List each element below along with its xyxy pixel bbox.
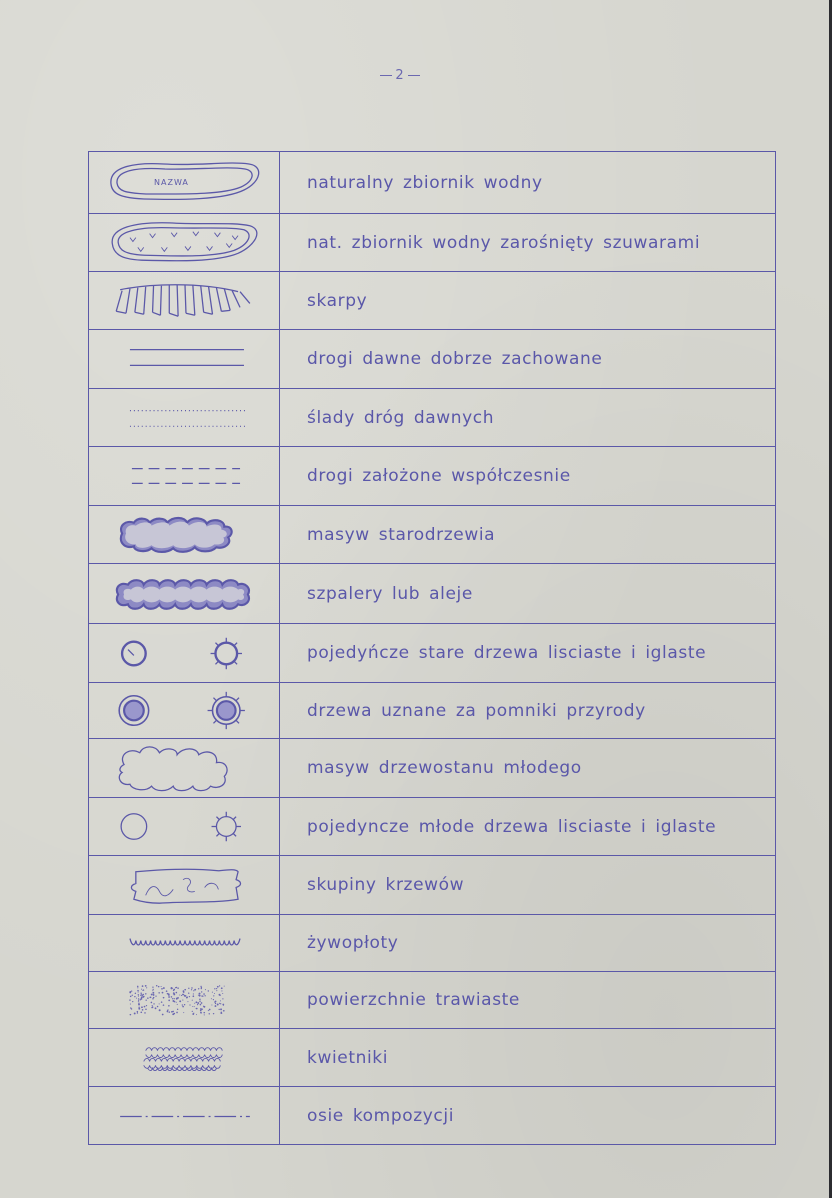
grass-dot [199, 1001, 200, 1002]
grass-dot [168, 1000, 170, 1002]
grass-dot [145, 1000, 146, 1001]
grass-dot [201, 1008, 203, 1010]
grass-dot [201, 1002, 203, 1004]
grass-dot [222, 993, 223, 994]
grass-dot [162, 992, 164, 994]
grass-dot [142, 994, 144, 996]
table-row [89, 971, 775, 1028]
grass-dot [138, 998, 139, 999]
legend-label: drzewa uznane za pomniki przyrody [307, 700, 646, 721]
grass-dot [214, 1001, 215, 1002]
grass-dot [145, 1008, 147, 1010]
grass-dot [151, 1002, 153, 1004]
table-row [89, 271, 775, 329]
grass-dot [144, 1012, 146, 1014]
symbol-cell [89, 624, 280, 682]
grass-dot [188, 988, 189, 989]
escarpment-icon [89, 272, 280, 329]
table-row [89, 738, 775, 797]
composition-axis-icon [89, 1087, 280, 1144]
grass-dot [130, 1003, 131, 1004]
symbol-cell [89, 272, 280, 329]
grass-dot [176, 1002, 177, 1003]
grass-dot [194, 989, 196, 991]
grass-dot [189, 996, 190, 997]
table-row [89, 329, 775, 388]
grass-dot [130, 996, 132, 998]
grass-dot [152, 990, 153, 991]
grass-dot [132, 1001, 133, 1002]
legend-label: osie kompozycji [307, 1105, 455, 1126]
grass-dot [217, 1004, 219, 1006]
grass-dot [145, 985, 147, 987]
grass-dot [213, 999, 214, 1000]
page-number [360, 68, 440, 83]
grass-dot [194, 1003, 195, 1004]
grass-dot [191, 989, 192, 990]
symbol-cell [89, 389, 280, 446]
grass-dot [143, 989, 144, 990]
legend-label: skarpy [307, 290, 368, 311]
legend-label: ślady dróg dawnych [307, 407, 495, 428]
grass-dot [153, 989, 154, 990]
grass-dot [137, 987, 138, 988]
grass-dot [174, 998, 175, 999]
grass-dot [132, 995, 133, 996]
grass-dot [223, 1005, 224, 1006]
grass-dot [136, 998, 137, 999]
page-number-value: 2 [395, 68, 405, 83]
grass-dot [152, 1005, 153, 1006]
grass-dot [181, 995, 182, 996]
grass-dot [211, 1005, 212, 1006]
table-row [89, 914, 775, 971]
grass-dot [192, 1011, 193, 1012]
grass-dot [176, 992, 178, 994]
grass-dot [163, 997, 165, 999]
legend-label: naturalny zbiornik wodny [307, 172, 543, 193]
grass-dot [130, 1014, 132, 1016]
table-row [89, 855, 775, 914]
table-row [89, 152, 775, 213]
grass-dot [177, 1004, 178, 1005]
grass-dot [200, 986, 201, 987]
grass-dot [209, 1013, 210, 1014]
grass-dot [173, 990, 174, 991]
grass-dot [162, 1014, 164, 1016]
grass-dot [219, 994, 221, 996]
grass-dot [194, 1006, 195, 1007]
grass-dot [216, 988, 217, 989]
symbol-cell [89, 739, 280, 797]
grass-dot [183, 994, 184, 995]
table-row [89, 563, 775, 623]
grass-dot [153, 994, 155, 996]
grass-dot [138, 1004, 140, 1006]
grass-dot [155, 1007, 157, 1009]
shrub-group-icon [89, 856, 280, 914]
grass-dot [140, 1011, 142, 1013]
grass-dot [201, 995, 202, 996]
grass-dot [137, 1011, 139, 1013]
legend-label: kwietniki [307, 1047, 389, 1068]
grass-dot [168, 994, 170, 996]
grass-dot [173, 1013, 175, 1015]
grass-dot [134, 996, 135, 997]
grass-dot [196, 1014, 197, 1015]
legend-label: masyw drzewostanu młodego [307, 758, 582, 778]
symbol-cell [89, 856, 280, 914]
grass-dot [191, 987, 192, 988]
table-row [89, 1086, 775, 1144]
grass-dot [200, 1004, 202, 1006]
grass-dot [179, 994, 180, 995]
grass-dot [161, 1001, 163, 1003]
grass-dot [220, 1008, 222, 1010]
grass-dot [184, 989, 186, 991]
legend-label: szpalery lub aleje [307, 583, 473, 604]
symbol-cell [89, 972, 280, 1028]
grass-dot [134, 1012, 136, 1014]
table-row [89, 446, 775, 505]
grass-dot [203, 1012, 205, 1014]
grass-dot [175, 987, 176, 988]
grass-dot [150, 997, 151, 998]
grass-dot [168, 1005, 170, 1007]
grass-dot [143, 996, 144, 997]
grass-dot [222, 998, 223, 999]
grass-dot [173, 993, 175, 995]
monument-trees-icon [89, 683, 280, 738]
reed-water-body-icon [89, 214, 280, 271]
grass-dot [184, 1004, 185, 1005]
grass-dot [221, 987, 223, 989]
grass-dot [129, 999, 130, 1000]
grass-dot [177, 987, 179, 989]
grass-dot [220, 1003, 221, 1004]
grass-dot [224, 986, 225, 987]
grass-dot [171, 1011, 173, 1013]
grass-dot [199, 998, 201, 1000]
road-traces-icon [89, 389, 280, 446]
grass-dot [187, 1001, 188, 1002]
hedge-icon [89, 915, 280, 971]
grass-dot [163, 1004, 165, 1006]
grass-dot [221, 1011, 222, 1012]
grass-dot [205, 989, 206, 990]
grass-dot [195, 1001, 197, 1003]
grass-dot [152, 987, 153, 988]
grass-dot [158, 986, 160, 988]
grass-dot [199, 995, 201, 997]
grass-dot [172, 998, 173, 999]
grass-dot [216, 990, 217, 991]
svg-text:NAZWA: NAZWA [154, 178, 189, 187]
young-tree-mass-icon [89, 739, 280, 797]
single-young-trees-icon [89, 798, 280, 855]
grass-dot [152, 992, 154, 994]
grass-dot [137, 990, 138, 991]
grass-dot [199, 993, 201, 995]
grass-dot [200, 1010, 202, 1012]
grass-dot [146, 1005, 147, 1006]
grass-dot [163, 987, 165, 989]
grass-dot [167, 993, 169, 995]
grass-dot [138, 991, 139, 992]
grass-dot [208, 1010, 209, 1011]
grass-dot [196, 1008, 198, 1010]
grass-dot [221, 990, 222, 991]
flowerbed-icon [89, 1029, 280, 1086]
grass-dot [139, 1007, 140, 1008]
symbol-cell [89, 506, 280, 563]
single-old-trees-icon [89, 624, 280, 682]
grass-dot [223, 1010, 225, 1012]
grass-dot [215, 1003, 216, 1004]
grass-dot [166, 990, 168, 992]
grass-dot [200, 1012, 202, 1014]
grass-dot [183, 990, 185, 992]
grass-dot [192, 1006, 193, 1007]
grass-dot [193, 1013, 194, 1014]
grass-dot [192, 995, 194, 997]
grass-dot [220, 1000, 221, 1001]
old-tree-mass-icon [89, 506, 280, 563]
symbol-cell [89, 683, 280, 738]
legend-label: nat. zbiornik wodny zarośnięty szuwarami [307, 232, 701, 253]
grass-dot [203, 1006, 205, 1008]
legend-label: masyw starodrzewia [307, 524, 496, 545]
table-row [89, 797, 775, 855]
grass-dot [203, 993, 205, 995]
grass-dot [213, 1013, 214, 1014]
grass-dot [142, 985, 144, 987]
grass-dot [198, 988, 199, 989]
grass-dot [174, 1001, 176, 1003]
grass-dot [193, 993, 194, 994]
grass-dot [177, 1009, 178, 1010]
grass-dot [141, 994, 142, 995]
legend-label: skupiny krzewów [307, 875, 465, 895]
grass-dot [138, 1000, 139, 1001]
grass-dot [138, 994, 139, 995]
grass-dot [209, 1009, 211, 1011]
grass-dot [152, 1006, 154, 1008]
symbol-cell [89, 1087, 280, 1144]
grass-dot [137, 986, 139, 988]
grass-dot [142, 1009, 144, 1011]
grass-dot [179, 1000, 181, 1002]
grass-dot [129, 991, 131, 993]
modern-road-icon [89, 447, 280, 505]
grass-dot [141, 996, 143, 998]
grass-dot [214, 988, 215, 989]
grass-dot [169, 1011, 171, 1013]
grass-dot [156, 985, 157, 986]
grass-dot [135, 993, 136, 994]
grass-dot [144, 1006, 146, 1008]
grass-dot [151, 994, 152, 995]
tree-row-icon [89, 564, 280, 623]
grass-dot [146, 987, 147, 988]
grass-dot [215, 1005, 217, 1007]
table-row [89, 1028, 775, 1086]
grass-dot [167, 1011, 169, 1013]
grass-dot [176, 1012, 178, 1014]
grass-dot [167, 1009, 168, 1010]
grass-dot [192, 1000, 193, 1001]
dash-right [408, 75, 420, 76]
legend-label: żywopłoty [307, 933, 399, 953]
symbol-cell [89, 152, 280, 213]
grass-dot [193, 990, 194, 991]
grass-area-icon [89, 972, 280, 1028]
water-body-icon [89, 152, 280, 213]
grass-dot [219, 985, 220, 986]
grass-dot [138, 1008, 140, 1010]
grass-dot [188, 993, 189, 994]
grass-dot [198, 995, 199, 996]
legend-label: pojedyncze młode drzewa lisciaste i iglaste [307, 816, 717, 837]
grass-dot [184, 995, 186, 997]
grass-dot [153, 997, 154, 998]
old-road-icon [89, 330, 280, 388]
grass-dot [197, 1004, 198, 1005]
grass-dot [155, 996, 156, 997]
dash-left [380, 75, 392, 76]
table-row [89, 682, 775, 738]
grass-dot [147, 997, 149, 999]
grass-dot [153, 1003, 154, 1004]
legend-table [88, 151, 776, 1145]
symbol-cell [89, 798, 280, 855]
grass-dot [131, 991, 132, 992]
grass-dot [157, 1006, 159, 1008]
table-row [89, 623, 775, 682]
grass-dot [171, 987, 173, 989]
symbol-cell [89, 564, 280, 623]
table-row [89, 213, 775, 271]
grass-dot [183, 1012, 184, 1013]
grass-dot [161, 986, 162, 987]
table-row [89, 505, 775, 563]
grass-dot [208, 990, 209, 991]
grass-dot [213, 995, 214, 996]
grass-dot [211, 998, 212, 999]
grass-dot [177, 997, 179, 999]
grass-dot [182, 1006, 184, 1008]
grass-dot [197, 1002, 199, 1004]
symbol-cell [89, 447, 280, 505]
symbol-cell [89, 915, 280, 971]
grass-dot [218, 1009, 219, 1010]
grass-dot [182, 1000, 183, 1001]
grass-dot [140, 999, 141, 1000]
grass-dot [182, 1004, 183, 1005]
grass-dot [219, 1003, 220, 1004]
legend-label: drogi założone współczesnie [307, 466, 571, 486]
grass-dot [141, 1006, 143, 1008]
grass-dot [189, 1004, 190, 1005]
grass-dot [158, 992, 159, 993]
legend-label: powierzchnie trawiaste [307, 990, 520, 1010]
symbol-cell [89, 330, 280, 388]
grass-dot [161, 988, 163, 990]
grass-dot [159, 1003, 160, 1004]
grass-dot [204, 995, 205, 996]
grass-dot [141, 989, 142, 990]
symbol-cell [89, 1029, 280, 1086]
grass-dot [131, 1009, 132, 1010]
grass-dot [217, 986, 219, 988]
grass-dot [171, 996, 173, 998]
legend-label: pojedyńcze stare drzewa lisciaste i iglaste [307, 643, 707, 663]
grass-dot [138, 996, 139, 997]
grass-dot [214, 993, 215, 994]
grass-dot [201, 988, 202, 989]
table-row [89, 388, 775, 446]
grass-dot [212, 992, 213, 993]
grass-dot [159, 1009, 161, 1011]
grass-dot [204, 1014, 205, 1015]
grass-dot [201, 991, 202, 992]
grass-dot [140, 992, 141, 993]
legend-label: drogi dawne dobrze zachowane [307, 349, 603, 369]
grass-dot [145, 993, 146, 994]
symbol-cell [89, 214, 280, 271]
grass-dot [187, 997, 188, 998]
grass-dot [173, 1011, 174, 1012]
grass-dot [137, 1012, 138, 1013]
grass-dot [168, 996, 170, 998]
